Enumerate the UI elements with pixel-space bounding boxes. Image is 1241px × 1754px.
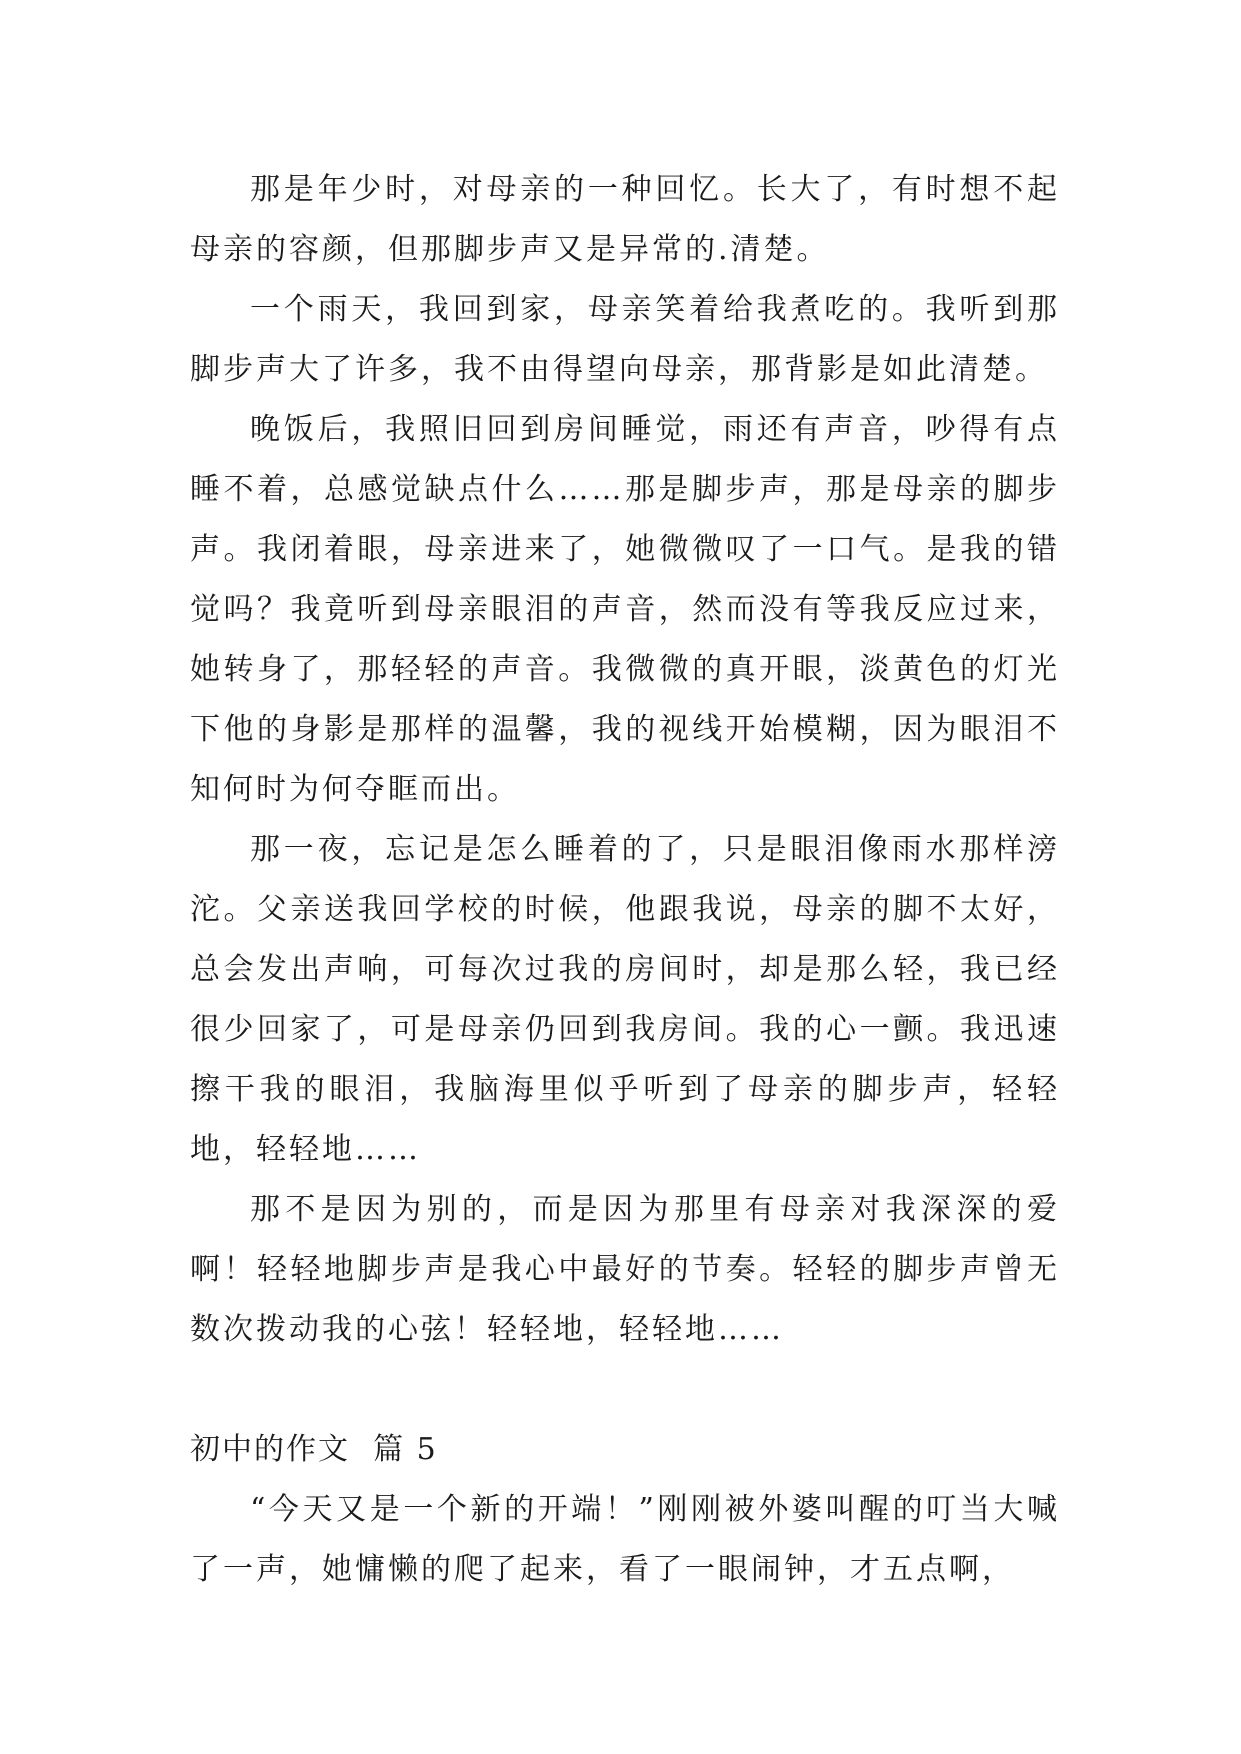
paragraph-6: “今天又是一个新的开端！”刚刚被外婆叫醒的叮当大喊了一声，她慵懒的爬了起来，看了一眼闹钟，才五点啊， [190,1492,1060,1587]
paragraph-3: 晚饭后，我照旧回到房间睡觉，雨还有声音，吵得有点睡不着，总感觉缺点什么……那是脚步声，那是母亲的脚步声。我闭着眼，母亲进来了，她微微叹了一口气。是我的错觉吗？我竟听到母亲眼泪的声音，然而没有等我反应过来，她转身了，那轻轻的声音。我微微的真开眼，淡黄色的灯光下他的身影是那样的温馨，我的视线开始模糊，因为眼泪不知何时为何夺眶而出。 [190,412,1060,807]
paragraph-2: 一个雨天，我回到家，母亲笑着给我煮吃的。我听到那脚步声大了许多，我不由得望向母亲，那背影是如此清楚。 [190,292,1060,387]
paragraph-5: 那不是因为别的，而是因为那里有母亲对我深深的爱啊！轻轻地脚步声是我心中最好的节奏。轻轻的脚步声曾无数次拨动我的心弦！轻轻地，轻轻地…… [190,1192,1060,1347]
section-heading: 初中的作文 篇 5 [190,1432,438,1467]
paragraph-1: 那是年少时，对母亲的一种回忆。长大了，有时想不起母亲的容颜，但那脚步声又是异常的.清楚。 [190,172,1060,267]
paragraph-4: 那一夜，忘记是怎么睡着的了，只是眼泪像雨水那样滂沱。父亲送我回学校的时候，他跟我说，母亲的脚不太好，总会发出声响，可每次过我的房间时，却是那么轻，我已经很少回家了，可是母亲仍回到我房间。我的心一颤。我迅速擦干我的眼泪，我脑海里似乎听到了母亲的脚步声，轻轻地，轻轻地…… [190,832,1060,1167]
text-column [190,160,1060,1600]
